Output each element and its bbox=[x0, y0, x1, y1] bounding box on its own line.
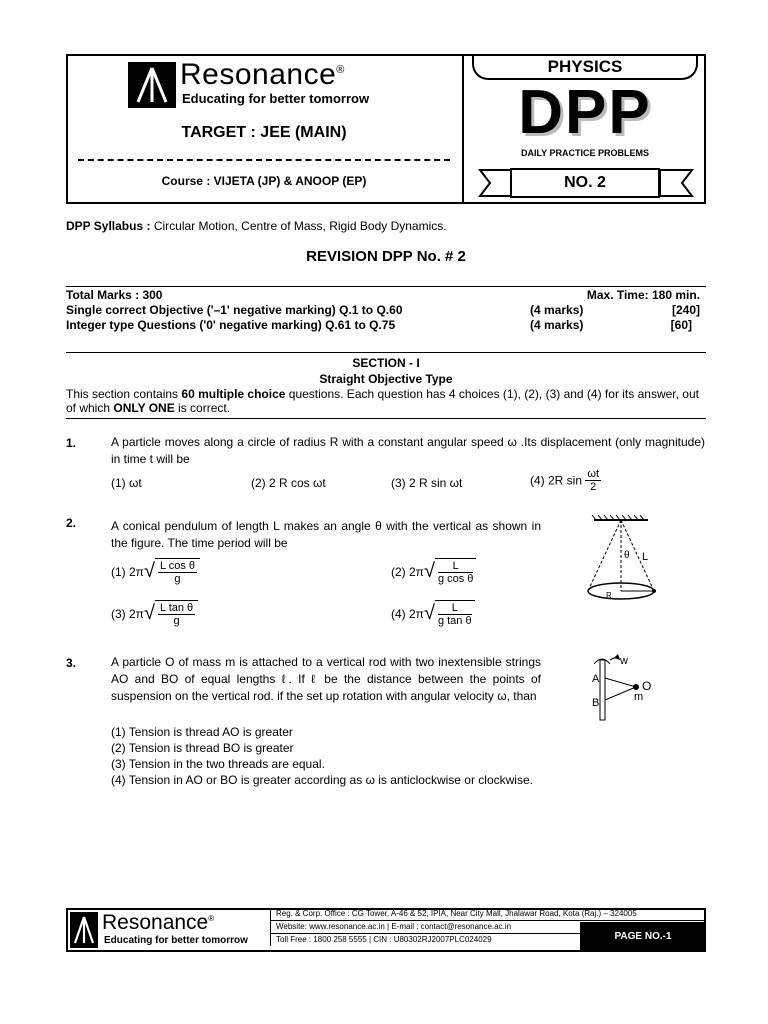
max-time: Max. Time: 180 min. bbox=[586, 288, 700, 302]
svg-text:θ: θ bbox=[624, 550, 630, 561]
revision-title: REVISION DPP No. # 2 bbox=[306, 248, 466, 265]
svg-text:A: A bbox=[592, 673, 600, 685]
question-text: A conical pendulum of length L makes an angle θ with the vertical as shown in the figure. The time period will be bbox=[111, 519, 541, 550]
dpp-number: NO. 2 bbox=[510, 168, 660, 198]
target-title: TARGET : JEE (MAIN) bbox=[181, 124, 347, 141]
svg-text:w: w bbox=[620, 655, 628, 667]
option-4: (4) Tension in AO or BO is greater according as ω is anticlockwise or clockwise. bbox=[111, 773, 533, 787]
question-number: 2. bbox=[66, 516, 77, 530]
rotating-rod-figure bbox=[584, 650, 664, 722]
svg-text:L: L bbox=[642, 551, 649, 563]
option-2: (2) 2π √ $\frac{L}{\text{g cos θ}}$ bbox=[391, 558, 476, 585]
brand-name: Resonance® bbox=[180, 58, 345, 91]
svg-text:m: m bbox=[634, 691, 644, 703]
option-1: (1) ωt bbox=[111, 476, 142, 490]
syllabus-text: Circular Motion, Centre of Mass, Rigid Body Dynamics. bbox=[153, 219, 447, 233]
option-3: (3) 2 R sin ωt bbox=[391, 476, 463, 490]
dpp-subtitle: DAILY PRACTICE PROBLEMS bbox=[520, 148, 650, 158]
section-divider bbox=[66, 418, 706, 419]
option-4: (4) 2R sin $\frac{\omega t}{2}$ bbox=[530, 468, 600, 493]
subject-banner: PHYSICS bbox=[472, 56, 698, 80]
dpp-heading: DPP bbox=[518, 78, 652, 147]
syllabus-line bbox=[66, 219, 447, 233]
marks-row bbox=[66, 302, 706, 317]
option-2: (2) 2 R cos ωt bbox=[251, 476, 326, 490]
marks-row-marks: (4 marks) bbox=[530, 303, 584, 317]
page-number: PAGE NO.-1 bbox=[580, 922, 706, 952]
marks-total-row bbox=[66, 287, 706, 302]
option-4: (4) 2π √ $\frac{L}{\text{g tan θ}}$ bbox=[391, 600, 475, 627]
marks-row bbox=[66, 317, 706, 332]
section-block bbox=[66, 352, 706, 415]
course-info: Course : VIJETA (JP) & ANOOP (EP) bbox=[161, 174, 367, 188]
resonance-logo-icon bbox=[128, 62, 176, 108]
header-divider bbox=[462, 54, 464, 204]
option-1: (1) 2π √ $\frac{\text{L cos θ}}{g}$ bbox=[111, 558, 200, 585]
section-instructions: This section contains 60 multiple choice questions. Each question has 4 choices (1), (2), (3) and (4) for its answer, out of which ONLY ONE is correct. bbox=[66, 387, 699, 415]
option-3: (3) 2π √ $\frac{\text{L tan θ}}{g}$ bbox=[111, 600, 198, 627]
footer-contact: Website: www.resonance.ac.in | E-mail : contact@resonance.ac.in bbox=[270, 921, 580, 934]
section-heading: SECTION - I bbox=[352, 356, 420, 370]
dashed-divider bbox=[78, 159, 450, 161]
marks-row-marks: (4 marks) bbox=[530, 318, 584, 332]
question-number: 1. bbox=[66, 436, 77, 450]
question-text: A particle O of mass m is attached to a vertical rod with two inextensible strings AO and BO of equal lengths ℓ. If ℓ be the distance between the points of suspension on the vertical rod. if the set up rotation with angular velocity ω, than bbox=[111, 655, 541, 703]
marks-row-total: [60] bbox=[670, 318, 692, 332]
option-1: (1) Tension is thread AO is greater bbox=[111, 725, 293, 739]
marks-table bbox=[66, 286, 706, 332]
question-number: 3. bbox=[66, 656, 77, 670]
footer-tollfree: Toll Free : 1800 258 5555 | CIN : U80302RJ2007PLC024029 bbox=[270, 934, 580, 946]
option-3: (3) Tension in the two threads are equal. bbox=[111, 757, 325, 771]
footer-brand: Resonance® bbox=[102, 911, 215, 934]
section-subheading: Straight Objective Type bbox=[319, 372, 453, 386]
conical-pendulum-figure bbox=[580, 514, 666, 604]
svg-text:R: R bbox=[606, 591, 612, 600]
svg-text:O: O bbox=[642, 679, 652, 693]
question-text: A particle moves along a circle of radius R with a constant angular speed ω .Its displacement (only magnitude) in time t will be bbox=[111, 435, 705, 466]
marks-row-text: Integer type Questions ('0' negative marking) Q.61 to Q.75 bbox=[66, 318, 396, 332]
footer-tagline: Educating for better tomorrow bbox=[104, 935, 248, 946]
footer-address: Reg. & Corp. Office : CG Tower, A-46 & 52, IPIA, Near City Mall, Jhalawar Road, Kota (Raj.) – 324005 bbox=[270, 908, 706, 921]
syllabus-label: DPP Syllabus : bbox=[66, 219, 151, 233]
svg-text:B: B bbox=[592, 697, 600, 709]
marks-row-total: [240] bbox=[671, 303, 700, 317]
marks-row-text: Single correct Objective ('–1' negative marking) Q.1 to Q.60 bbox=[66, 303, 403, 317]
footer-logo-icon bbox=[70, 912, 98, 948]
option-2: (2) Tension is thread BO is greater bbox=[111, 741, 294, 755]
total-marks: Total Marks : 300 bbox=[66, 288, 163, 302]
brand-tagline: Educating for better tomorrow bbox=[182, 91, 370, 106]
